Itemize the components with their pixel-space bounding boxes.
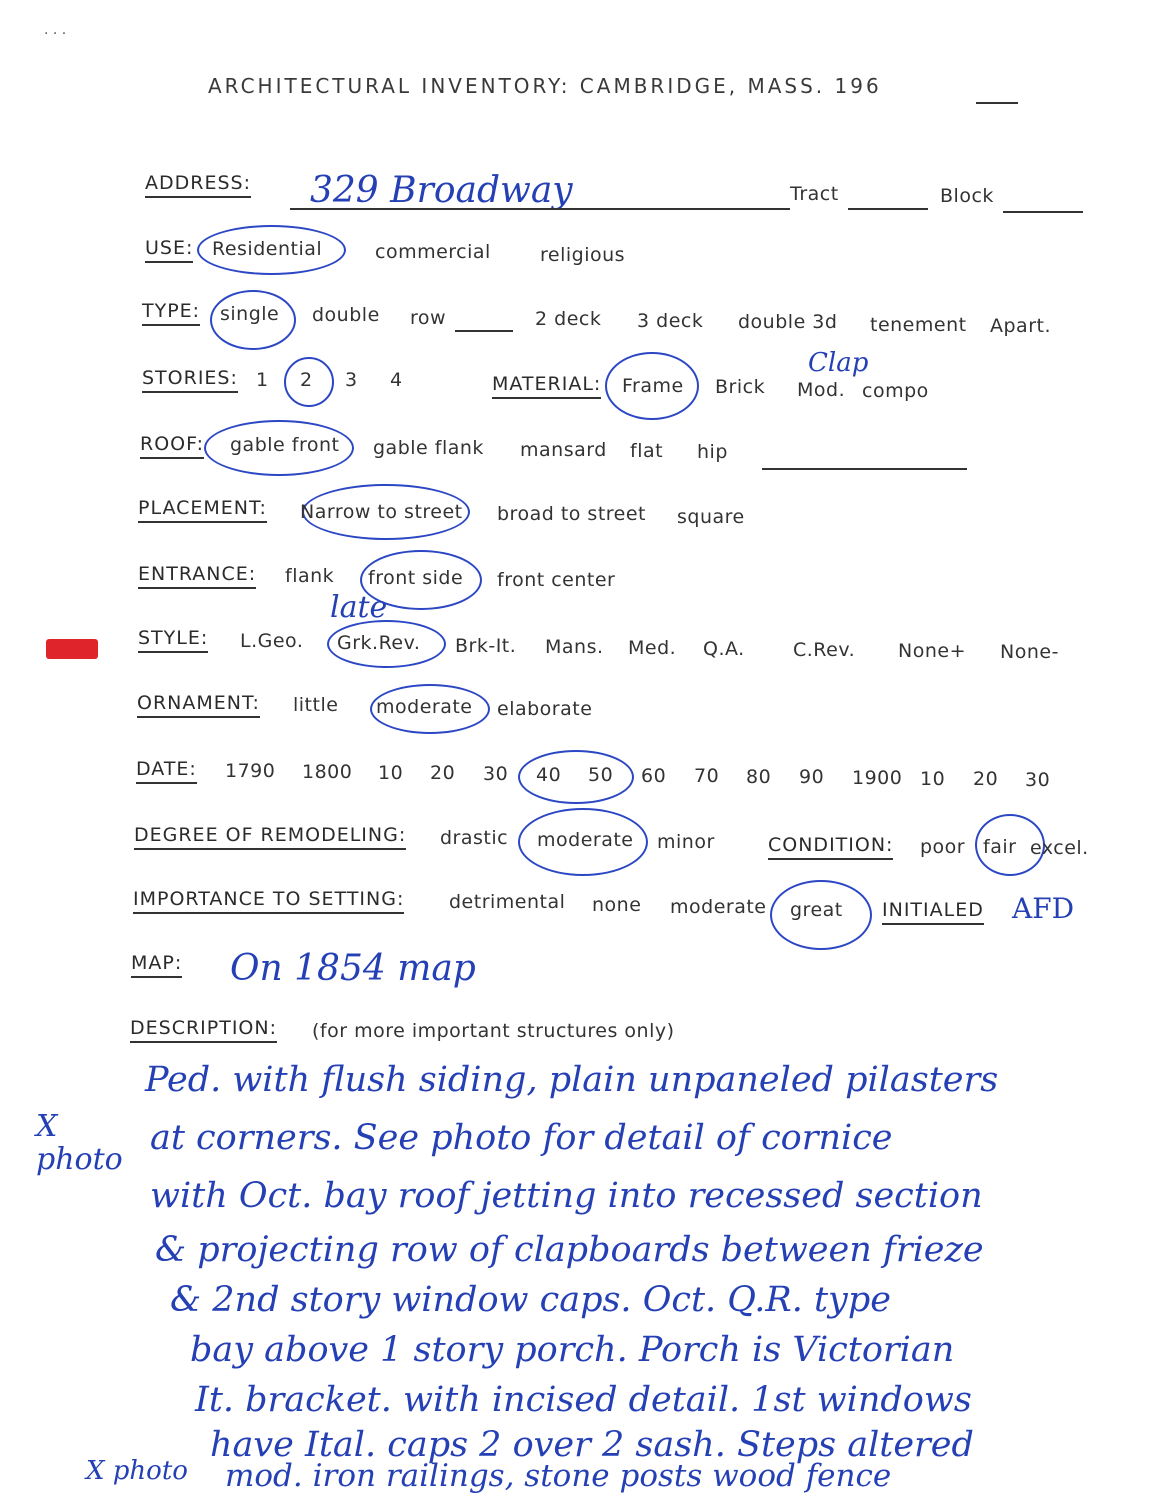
type-option-double-3d: double 3d (738, 311, 838, 333)
date-option-1900: 1900 (852, 767, 903, 789)
style-label: STYLE: (138, 627, 208, 653)
stories-option-4: 4 (390, 369, 403, 391)
initialed-label: INITIALED (882, 899, 984, 925)
initialed-value: AFD (1012, 892, 1075, 925)
remodeling-option-moderate: moderate (537, 829, 634, 851)
material-option-compo: compo (862, 380, 929, 402)
entrance-option-flank: flank (285, 565, 335, 587)
importance-option-none: none (592, 894, 642, 916)
stories-option-3: 3 (345, 369, 358, 391)
date-option-60: 60 (641, 765, 667, 787)
date-option-1920: 20 (973, 768, 999, 790)
remodeling-label: DEGREE OF REMODELING: (134, 824, 406, 850)
entrance-option-front-side: front side (368, 567, 464, 589)
red-marker-flag (46, 639, 98, 659)
condition-option-poor: poor (920, 836, 966, 858)
page-title: ARCHITECTURAL INVENTORY: CAMBRIDGE, MASS. 196 (208, 74, 882, 98)
type-label: TYPE: (142, 300, 200, 326)
description-line-2: at corners. See photo for detail of cornice (150, 1118, 893, 1158)
date-option-1910: 10 (920, 768, 946, 790)
date-option-1800: 1800 (302, 761, 353, 783)
description-line-1: Ped. with flush siding, plain unpaneled pilasters (145, 1060, 999, 1100)
date-option-40: 40 (536, 764, 562, 786)
margin-note-photo-2: X photo (86, 1456, 188, 1486)
description-line-8: have Ital. caps 2 over 2 sash. Steps altered (210, 1425, 974, 1465)
style-option-crev: C.Rev. (793, 639, 856, 661)
type-option-3-deck: 3 deck (637, 310, 704, 332)
stories-option-1: 1 (256, 369, 269, 391)
roof-option-hip: hip (697, 441, 728, 463)
condition-option-fair: fair (983, 836, 1017, 858)
importance-option-moderate: moderate (670, 896, 767, 918)
date-option-30: 30 (483, 763, 509, 785)
style-option-none-minus: None- (1000, 641, 1059, 663)
roof-option-gable-front: gable front (230, 434, 340, 456)
importance-label: IMPORTANCE TO SETTING: (133, 888, 404, 914)
date-option-20: 20 (430, 762, 456, 784)
stories-label: STORIES: (142, 367, 238, 393)
style-option-lgeo: L.Geo. (240, 630, 304, 652)
entrance-label: ENTRANCE: (138, 563, 256, 589)
date-option-1790: 1790 (225, 760, 276, 782)
description-line-6: bay above 1 story porch. Porch is Victorian (190, 1330, 955, 1370)
description-line-4: & projecting row of clapboards between frieze (155, 1230, 984, 1270)
description-line-9: mod. iron railings, stone posts wood fence (225, 1458, 892, 1494)
style-annotation: late (330, 590, 388, 625)
type-option-row: row (410, 307, 447, 329)
style-option-mans: Mans. (545, 636, 604, 658)
style-option-brkit: Brk-It. (455, 635, 517, 657)
ornament-option-little: little (293, 694, 339, 716)
condition-label: CONDITION: (768, 834, 893, 860)
tract-blank (848, 208, 928, 210)
date-option-90: 90 (799, 766, 825, 788)
block-label: Block (940, 185, 994, 207)
year-blank (976, 102, 1018, 104)
importance-option-great: great (790, 899, 843, 921)
style-option-grkrev: Grk.Rev. (337, 632, 421, 654)
date-option-10: 10 (378, 762, 404, 784)
type-option-apart: Apart. (990, 315, 1052, 337)
roof-option-flat: flat (630, 440, 664, 462)
placement-option-square: square (677, 506, 745, 528)
roof-other-blank (762, 468, 967, 470)
material-annotation: Clap (808, 348, 869, 378)
description-label: DESCRIPTION: (130, 1017, 277, 1043)
stories-option-2: 2 (300, 369, 313, 391)
address-line (290, 208, 790, 210)
date-option-70: 70 (694, 765, 720, 787)
style-option-qa: Q.A. (703, 638, 745, 660)
use-option-commercial: commercial (375, 241, 491, 263)
entrance-option-front-center: front center (497, 569, 616, 591)
address-value: 329 Broadway (310, 170, 573, 211)
map-label: MAP: (131, 952, 182, 978)
type-option-double: double (312, 304, 380, 326)
placement-option-narrow: Narrow to street (300, 501, 463, 523)
address-label: ADDRESS: (145, 172, 251, 198)
margin-note-photo-1: X photo (36, 1109, 123, 1177)
ornament-option-elaborate: elaborate (497, 698, 593, 720)
tract-label: Tract (790, 183, 839, 205)
style-option-none-plus: None+ (898, 640, 966, 662)
description-line-5: & 2nd story window caps. Oct. Q.R. type (170, 1280, 891, 1320)
date-option-50: 50 (588, 764, 614, 786)
placement-option-broad: broad to street (497, 503, 647, 525)
roof-option-mansard: mansard (520, 439, 607, 461)
use-label: USE: (145, 237, 193, 263)
type-row-blank (455, 330, 513, 332)
ornament-option-moderate: moderate (376, 696, 473, 718)
date-label: DATE: (136, 758, 197, 784)
remodeling-option-drastic: drastic (440, 827, 509, 849)
use-option-religious: religious (540, 244, 626, 266)
description-note: (for more important structures only) (312, 1020, 675, 1042)
date-option-80: 80 (746, 766, 772, 788)
style-option-med: Med. (628, 637, 677, 659)
block-blank (1003, 211, 1083, 213)
type-option-tenement: tenement (870, 314, 967, 336)
material-option-mod: Mod. (797, 379, 846, 401)
roof-label: ROOF: (140, 433, 204, 459)
remodeling-option-minor: minor (657, 831, 715, 853)
material-label: MATERIAL: (492, 373, 601, 399)
corner-marks: · · · (44, 26, 67, 42)
material-option-brick: Brick (715, 376, 766, 398)
type-option-2-deck: 2 deck (535, 308, 602, 330)
description-line-3: with Oct. bay roof jetting into recessed section (150, 1176, 983, 1216)
material-option-frame: Frame (622, 375, 684, 397)
type-option-single: single (220, 303, 280, 325)
date-option-1930: 30 (1025, 769, 1051, 791)
map-value: On 1854 map (230, 948, 476, 989)
ornament-label: ORNAMENT: (137, 692, 260, 718)
roof-option-gable-flank: gable flank (373, 437, 484, 459)
placement-label: PLACEMENT: (138, 497, 267, 523)
description-line-7: It. bracket. with incised detail. 1st windows (195, 1380, 972, 1420)
use-option-residential: Residential (212, 238, 323, 260)
importance-option-detrimental: detrimental (449, 891, 566, 913)
condition-option-excel: excel. (1030, 837, 1089, 859)
